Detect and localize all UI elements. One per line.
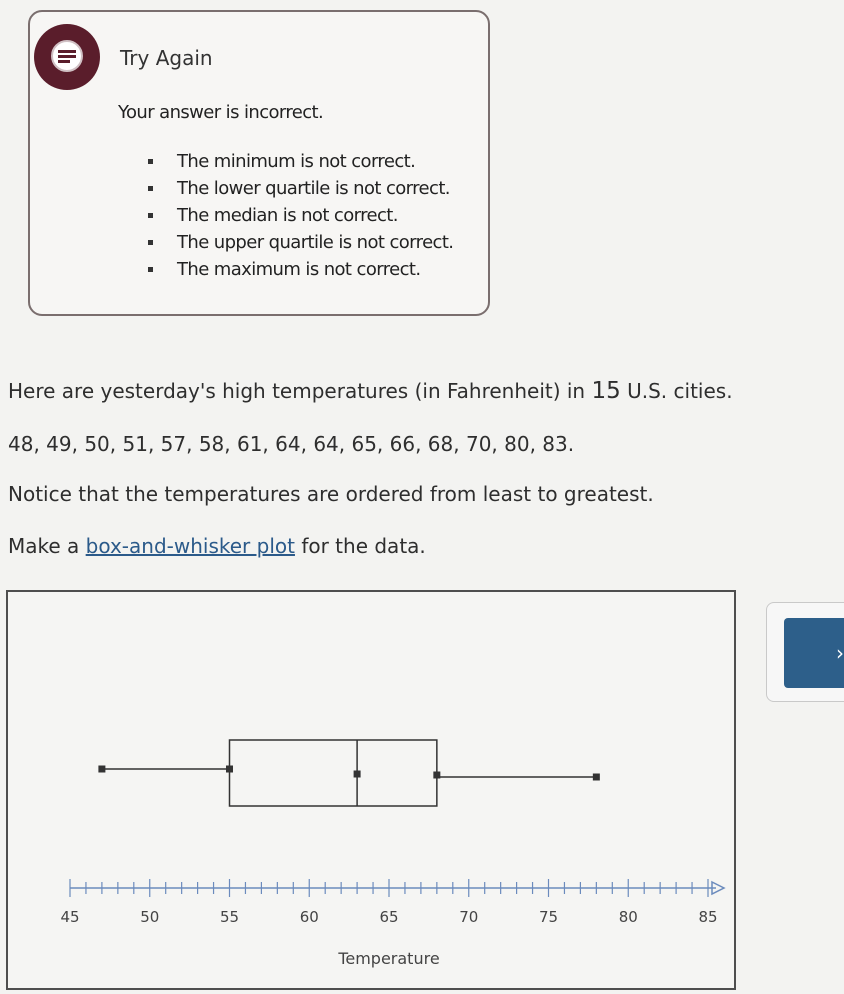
feedback-item: The maximum is not correct.: [148, 256, 453, 283]
feedback-item: The median is not correct.: [148, 202, 453, 229]
bullet-icon: [148, 267, 153, 272]
feedback-chat-icon: [34, 24, 100, 90]
feedback-title: Try Again: [120, 46, 213, 70]
next-button[interactable]: [784, 618, 844, 688]
notice-text: Notice that the temperatures are ordered from least to greatest.: [8, 482, 654, 506]
bullet-icon: [148, 240, 153, 245]
tick-label: 50: [140, 908, 160, 926]
temperature-data: 48, 49, 50, 51, 57, 58, 61, 64, 64, 65, 66, 68, 70, 80, 83.: [8, 432, 575, 456]
tick-label: 80: [618, 908, 638, 926]
x-axis-label: Temperature: [338, 949, 440, 968]
max-handle[interactable]: [593, 774, 600, 781]
feedback-list: [148, 148, 453, 283]
tick-label: 75: [538, 908, 559, 926]
chevron-right-icon: ›: [836, 641, 844, 665]
box-rect: [230, 740, 437, 806]
bullet-icon: [148, 213, 153, 218]
tick-label: 65: [379, 908, 399, 926]
box-and-whisker-link[interactable]: box-and-whisker plot: [85, 534, 295, 558]
boxplot-svg[interactable]: [8, 592, 738, 992]
feedback-item: The minimum is not correct.: [148, 148, 453, 175]
q1-handle[interactable]: [226, 766, 233, 773]
tick-label: 70: [459, 908, 479, 926]
bullet-icon: [148, 186, 153, 191]
median-handle[interactable]: [354, 771, 361, 778]
min-handle[interactable]: [98, 766, 105, 773]
tick-label: 55: [219, 908, 240, 926]
problem-intro: Here are yesterday's high temperatures (in Fahrenheit) in 15 U.S. cities.: [8, 378, 733, 404]
instruction-text: Make a box-and-whisker plot for the data.: [8, 534, 426, 558]
plot-area[interactable]: [6, 590, 736, 990]
feedback-panel: [28, 10, 490, 316]
tick-label: 85: [698, 908, 718, 926]
feedback-item: The lower quartile is not correct.: [148, 175, 453, 202]
feedback-message: Your answer is incorrect.: [118, 102, 324, 123]
tick-label: 45: [60, 908, 80, 926]
q3-handle[interactable]: [433, 772, 440, 779]
tick-label: 60: [299, 908, 319, 926]
city-count: 15: [591, 378, 621, 404]
bullet-icon: [148, 159, 153, 164]
feedback-item: The upper quartile is not correct.: [148, 229, 453, 256]
